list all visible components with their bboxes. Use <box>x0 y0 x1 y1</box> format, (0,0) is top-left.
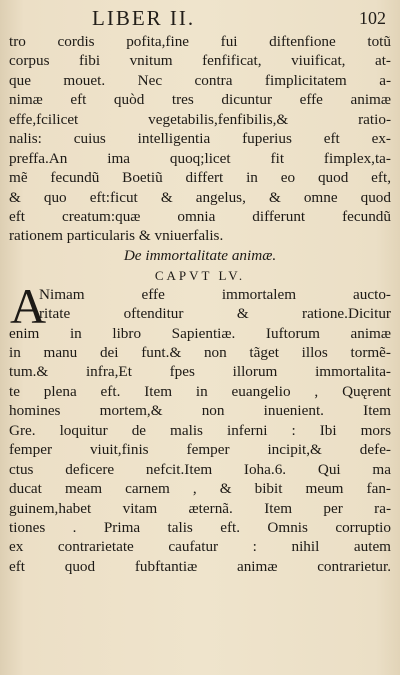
text-line: tiones . Prima talis eft. Omnis corruptio <box>9 518 391 536</box>
text-line: ctus deficere nefcit.Item Ioha.6. Qui ma <box>9 460 391 478</box>
text-line: ducat meam carnem , & bibit meum fan- <box>9 480 391 498</box>
drop-cap: A <box>10 277 47 334</box>
text-line: preffa.An ima quoq;licet fit fimplex,ta- <box>9 149 391 167</box>
text-line: corpus fibi vnitum fenfificat, viuificat, at- <box>9 52 391 70</box>
text-line: te plena eft. Item in euangelio , Quęrent <box>9 382 391 400</box>
text-line: eft creatum:quæ omnia differunt fecundũ <box>9 207 391 225</box>
page-number: 102 <box>359 8 386 28</box>
text-line: effe,fcilicet vegetabilis,fenfibilis,& ratio- <box>9 110 391 128</box>
text-line: & quo eft:ficut & angelus, & omne quod <box>9 188 391 206</box>
text-line: Nimam effe immortalem aucto- <box>39 285 391 303</box>
text-line: que mouet. Nec contra fimplicitatem a- <box>9 71 391 89</box>
text-line: tum.& infra,Et fpes illorum immortalita- <box>9 363 391 381</box>
text-line: eft quod fubftantiæ animæ contrarietur. <box>9 557 391 575</box>
text-line: mẽ fecundũ Boetiũ differt in eo quod eft, <box>9 169 391 187</box>
text-line: ritate oftenditur & ratione.Dicitur <box>39 305 391 323</box>
section-heading: De immortalitate animæ. <box>123 246 277 264</box>
body-text <box>9 32 391 576</box>
text-line: nalis: cuius intelligentia fuperius eft ex- <box>9 130 391 148</box>
running-head: LIBER II. <box>92 6 196 30</box>
text-line: guinem,habet vitam æternã. Item per ra- <box>9 499 391 517</box>
text-line: Gre. loquitur de malis inferni : Ibi mors <box>9 421 391 439</box>
text-line: rationem particularis & vniuerfalis. <box>9 227 224 245</box>
text-line: in manu dei funt.& non tãget illos tormẽ- <box>9 344 391 361</box>
text-line: tro cordis pofita,fine fui diftenfione totũ <box>9 33 391 50</box>
text-line: enim in libro Sapientiæ. Iuftorum animæ <box>9 324 391 342</box>
text-line: femper viuit,finis femper incipit,& defe- <box>9 441 391 459</box>
text-line: homines mortem,& non inuenient. Item <box>9 402 391 420</box>
text-line: nimæ eft quòd tres dicuntur effe animæ <box>9 91 391 109</box>
text-line: ex contrarietate caufatur : nihil autem <box>9 538 391 556</box>
chapter-label: CAPVT LV. <box>154 268 246 284</box>
page-header <box>0 4 400 34</box>
